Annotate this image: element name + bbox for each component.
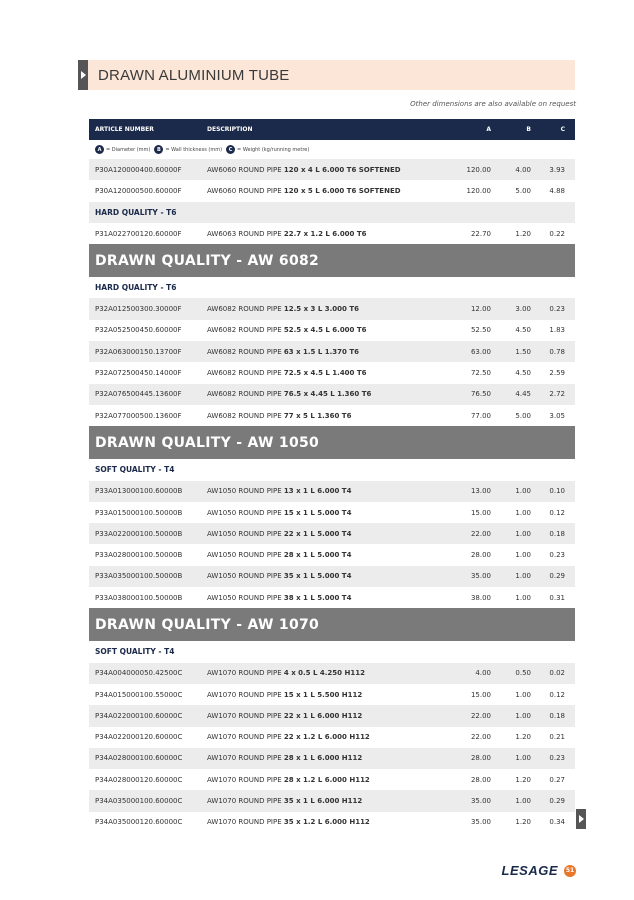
description-cell bbox=[207, 776, 447, 784]
description-dimensions: 63 x 1.5 L 1.370 T6 bbox=[283, 347, 359, 356]
wall-thickness-cell: 1.00 bbox=[515, 690, 531, 699]
description-dimensions: 120 x 4 L 6.000 T6 SOFTENED bbox=[283, 165, 401, 174]
legend-item bbox=[95, 145, 150, 154]
product-table bbox=[89, 119, 575, 833]
description-dimensions: 35 x 1.2 L 6.000 H112 bbox=[283, 818, 370, 827]
legend-key-icon: B bbox=[154, 145, 163, 154]
wall-thickness-cell: 1.00 bbox=[515, 754, 531, 763]
article-number-cell: P33A028000100.50000B bbox=[95, 551, 183, 560]
weight-cell: 3.93 bbox=[549, 165, 565, 174]
description-prefix: AW1070 ROUND PIPE bbox=[207, 733, 282, 742]
diameter-cell: 12.00 bbox=[470, 305, 491, 314]
table-row bbox=[89, 384, 575, 405]
table-row bbox=[89, 405, 575, 426]
description-cell bbox=[207, 530, 447, 538]
description-cell bbox=[207, 230, 447, 238]
description-dimensions: 52.5 x 4.5 L 6.000 T6 bbox=[283, 326, 367, 335]
article-number-cell: P34A028000120.60000C bbox=[95, 775, 183, 784]
description-dimensions: 13 x 1 L 6.000 T4 bbox=[283, 487, 352, 496]
article-number-cell: P32A012500300.30000F bbox=[95, 305, 182, 314]
article-number-cell: P34A022000100.60000C bbox=[95, 711, 183, 720]
description-prefix: AW1070 ROUND PIPE bbox=[207, 818, 282, 827]
diameter-cell: 120.00 bbox=[466, 186, 491, 195]
table-row bbox=[89, 790, 575, 811]
header-c: C bbox=[560, 126, 565, 133]
description-prefix: AW1070 ROUND PIPE bbox=[207, 754, 282, 763]
description-prefix: AW6082 ROUND PIPE bbox=[207, 347, 282, 356]
article-number-cell: P33A013000100.60000B bbox=[95, 487, 183, 496]
description-cell bbox=[207, 594, 447, 602]
description-cell bbox=[207, 733, 447, 741]
footer bbox=[502, 863, 576, 878]
wall-thickness-cell: 1.00 bbox=[515, 711, 531, 720]
description-dimensions: 28 x 1 L 6.000 H112 bbox=[283, 754, 363, 763]
legend-key-icon: C bbox=[226, 145, 235, 154]
wall-thickness-cell: 4.50 bbox=[515, 369, 531, 378]
description-prefix: AW6082 ROUND PIPE bbox=[207, 369, 282, 378]
description-dimensions: 22 x 1 L 6.000 H112 bbox=[283, 711, 363, 720]
article-number-cell: P31A022700120.60000F bbox=[95, 229, 182, 238]
weight-cell: 0.27 bbox=[549, 775, 565, 784]
weight-cell: 0.31 bbox=[549, 593, 565, 602]
article-number-cell: P34A035000120.60000C bbox=[95, 818, 183, 827]
wall-thickness-cell: 1.00 bbox=[515, 508, 531, 517]
weight-cell: 0.18 bbox=[549, 529, 565, 538]
wall-thickness-cell: 1.00 bbox=[515, 593, 531, 602]
weight-cell: 0.23 bbox=[549, 754, 565, 763]
legend-item bbox=[154, 145, 222, 154]
wall-thickness-cell: 1.20 bbox=[515, 818, 531, 827]
description-cell bbox=[207, 691, 447, 699]
weight-cell: 0.02 bbox=[549, 669, 565, 678]
next-page-arrow-icon[interactable] bbox=[576, 809, 586, 829]
diameter-cell: 22.00 bbox=[470, 733, 491, 742]
description-prefix: AW1070 ROUND PIPE bbox=[207, 669, 282, 678]
diameter-cell: 38.00 bbox=[470, 593, 491, 602]
description-cell bbox=[207, 818, 447, 826]
weight-cell: 0.78 bbox=[549, 347, 565, 356]
diameter-cell: 120.00 bbox=[466, 165, 491, 174]
table-row bbox=[89, 523, 575, 544]
legend-text: = Wall thickness (mm) bbox=[165, 146, 223, 153]
description-dimensions: 28 x 1.2 L 6.000 H112 bbox=[283, 775, 370, 784]
article-number-cell: P34A015000100.55000C bbox=[95, 690, 183, 699]
table-row bbox=[89, 684, 575, 705]
table-row bbox=[89, 362, 575, 383]
table-row bbox=[89, 705, 575, 726]
diameter-cell: 22.70 bbox=[470, 229, 491, 238]
weight-cell: 0.12 bbox=[549, 690, 565, 699]
wall-thickness-cell: 1.00 bbox=[515, 572, 531, 581]
weight-cell: 2.72 bbox=[549, 390, 565, 399]
description-dimensions: 22.7 x 1.2 L 6.000 T6 bbox=[283, 229, 367, 238]
table-row bbox=[89, 663, 575, 684]
wall-thickness-cell: 0.50 bbox=[515, 669, 531, 678]
wall-thickness-cell: 4.00 bbox=[515, 165, 531, 174]
description-cell bbox=[207, 326, 447, 334]
wall-thickness-cell: 1.20 bbox=[515, 229, 531, 238]
description-dimensions: 35 x 1 L 6.000 H112 bbox=[283, 797, 363, 806]
description-prefix: AW1070 ROUND PIPE bbox=[207, 711, 282, 720]
article-number-cell: P32A063000150.13700F bbox=[95, 347, 182, 356]
diameter-cell: 15.00 bbox=[470, 508, 491, 517]
table-row bbox=[89, 223, 575, 244]
wall-thickness-cell: 1.00 bbox=[515, 529, 531, 538]
article-number-cell: P34A022000120.60000C bbox=[95, 733, 183, 742]
article-number-cell: P34A035000100.60000C bbox=[95, 797, 183, 806]
description-prefix: AW1050 ROUND PIPE bbox=[207, 593, 282, 602]
diameter-cell: 72.50 bbox=[470, 369, 491, 378]
description-cell bbox=[207, 754, 447, 762]
description-cell bbox=[207, 551, 447, 559]
article-number-cell: P33A022000100.50000B bbox=[95, 529, 183, 538]
weight-cell: 0.23 bbox=[549, 551, 565, 560]
article-number-cell: P33A038000100.50000B bbox=[95, 593, 183, 602]
article-number-cell: P32A077000500.13600F bbox=[95, 411, 182, 420]
table-row bbox=[89, 298, 575, 319]
description-cell bbox=[207, 412, 447, 420]
subsection-heading: SOFT QUALITY - T4 bbox=[89, 459, 575, 480]
diameter-cell: 22.00 bbox=[470, 529, 491, 538]
description-dimensions: 76.5 x 4.45 L 1.360 T6 bbox=[283, 390, 372, 399]
description-dimensions: 4 x 0.5 L 4.250 H112 bbox=[283, 669, 365, 678]
description-prefix: AW1050 ROUND PIPE bbox=[207, 572, 282, 581]
table-row bbox=[89, 502, 575, 523]
description-prefix: AW1050 ROUND PIPE bbox=[207, 551, 282, 560]
description-dimensions: 35 x 1 L 5.000 T4 bbox=[283, 572, 352, 581]
weight-cell: 4.88 bbox=[549, 186, 565, 195]
description-prefix: AW6082 ROUND PIPE bbox=[207, 390, 282, 399]
diameter-cell: 35.00 bbox=[470, 797, 491, 806]
description-cell bbox=[207, 390, 447, 398]
section-band: DRAWN QUALITY - AW 6082 bbox=[89, 244, 575, 277]
diameter-cell: 76.50 bbox=[470, 390, 491, 399]
description-dimensions: 22 x 1 L 5.000 T4 bbox=[283, 529, 352, 538]
diameter-cell: 77.00 bbox=[470, 411, 491, 420]
header-article: ARTICLE NUMBER bbox=[95, 126, 154, 133]
article-number-cell: P34A004000050.42500C bbox=[95, 669, 183, 678]
legend-text: = Weight (kg/running metre) bbox=[237, 146, 310, 153]
wall-thickness-cell: 1.00 bbox=[515, 797, 531, 806]
weight-cell: 0.23 bbox=[549, 305, 565, 314]
description-cell bbox=[207, 348, 447, 356]
table-row bbox=[89, 587, 575, 608]
section-band: DRAWN QUALITY - AW 1070 bbox=[89, 608, 575, 641]
availability-note: Other dimensions are also available on request bbox=[410, 100, 576, 108]
weight-cell: 0.12 bbox=[549, 508, 565, 517]
page-number: 51 bbox=[564, 865, 576, 877]
subsection-heading: HARD QUALITY - T6 bbox=[89, 277, 575, 298]
table-row bbox=[89, 320, 575, 341]
header-description: DESCRIPTION bbox=[207, 126, 253, 133]
diameter-cell: 28.00 bbox=[470, 775, 491, 784]
page-title: DRAWN ALUMINIUM TUBE bbox=[98, 66, 290, 84]
article-number-cell: P33A015000100.50000B bbox=[95, 508, 183, 517]
wall-thickness-cell: 1.50 bbox=[515, 347, 531, 356]
description-cell bbox=[207, 187, 447, 195]
table-row bbox=[89, 341, 575, 362]
description-prefix: AW6060 ROUND PIPE bbox=[207, 165, 282, 174]
weight-cell: 0.22 bbox=[549, 229, 565, 238]
section-band: DRAWN QUALITY - AW 1050 bbox=[89, 426, 575, 459]
description-dimensions: 120 x 5 L 6.000 T6 SOFTENED bbox=[283, 186, 401, 195]
description-prefix: AW1050 ROUND PIPE bbox=[207, 508, 282, 517]
diameter-cell: 35.00 bbox=[470, 572, 491, 581]
article-number-cell: P30A120000400.60000F bbox=[95, 165, 182, 174]
wall-thickness-cell: 4.45 bbox=[515, 390, 531, 399]
wall-thickness-cell: 1.00 bbox=[515, 551, 531, 560]
table-row bbox=[89, 769, 575, 790]
description-cell bbox=[207, 166, 447, 174]
legend-item bbox=[226, 145, 309, 154]
legend-key-icon: A bbox=[95, 145, 104, 154]
table-row bbox=[89, 727, 575, 748]
description-prefix: AW6060 ROUND PIPE bbox=[207, 186, 282, 195]
legend-text: = Diameter (mm) bbox=[106, 146, 151, 153]
table-header bbox=[89, 119, 575, 140]
diameter-cell: 35.00 bbox=[470, 818, 491, 827]
weight-cell: 0.10 bbox=[549, 487, 565, 496]
article-number-cell: P34A028000100.60000C bbox=[95, 754, 183, 763]
wall-thickness-cell: 4.50 bbox=[515, 326, 531, 335]
diameter-cell: 13.00 bbox=[470, 487, 491, 496]
table-row bbox=[89, 812, 575, 833]
article-number-cell: P32A076500445.13600F bbox=[95, 390, 182, 399]
description-dimensions: 72.5 x 4.5 L 1.400 T6 bbox=[283, 369, 367, 378]
table-row bbox=[89, 180, 575, 201]
arrow-right-icon bbox=[78, 60, 88, 90]
diameter-cell: 52.50 bbox=[470, 326, 491, 335]
table-row bbox=[89, 748, 575, 769]
description-cell bbox=[207, 509, 447, 517]
description-prefix: AW6063 ROUND PIPE bbox=[207, 229, 282, 238]
subsection-heading: SOFT QUALITY - T4 bbox=[89, 641, 575, 662]
description-dimensions: 22 x 1.2 L 6.000 H112 bbox=[283, 733, 370, 742]
diameter-cell: 15.00 bbox=[470, 690, 491, 699]
table-row bbox=[89, 481, 575, 502]
wall-thickness-cell: 3.00 bbox=[515, 305, 531, 314]
diameter-cell: 28.00 bbox=[470, 754, 491, 763]
description-dimensions: 77 x 5 L 1.360 T6 bbox=[283, 411, 352, 420]
description-dimensions: 28 x 1 L 5.000 T4 bbox=[283, 551, 352, 560]
wall-thickness-cell: 5.00 bbox=[515, 186, 531, 195]
weight-cell: 0.34 bbox=[549, 818, 565, 827]
weight-cell: 2.59 bbox=[549, 369, 565, 378]
weight-cell: 0.29 bbox=[549, 572, 565, 581]
description-dimensions: 15 x 1 L 5.000 T4 bbox=[283, 508, 352, 517]
description-cell bbox=[207, 669, 447, 677]
section-title-bar bbox=[78, 60, 575, 90]
weight-cell: 0.18 bbox=[549, 711, 565, 720]
description-dimensions: 12.5 x 3 L 3.000 T6 bbox=[283, 305, 359, 314]
weight-cell: 0.29 bbox=[549, 797, 565, 806]
description-prefix: AW1070 ROUND PIPE bbox=[207, 690, 282, 699]
description-cell bbox=[207, 369, 447, 377]
description-cell bbox=[207, 797, 447, 805]
table-row bbox=[89, 159, 575, 180]
description-prefix: AW1070 ROUND PIPE bbox=[207, 797, 282, 806]
description-cell bbox=[207, 305, 447, 313]
description-prefix: AW1050 ROUND PIPE bbox=[207, 487, 282, 496]
header-a: A bbox=[486, 126, 491, 133]
diameter-cell: 22.00 bbox=[470, 711, 491, 720]
header-b: B bbox=[526, 126, 531, 133]
article-number-cell: P32A052500450.60000F bbox=[95, 326, 182, 335]
description-cell bbox=[207, 487, 447, 495]
lesage-logo: LESAGE bbox=[501, 863, 558, 878]
description-cell bbox=[207, 712, 447, 720]
wall-thickness-cell: 1.20 bbox=[515, 733, 531, 742]
weight-cell: 0.21 bbox=[549, 733, 565, 742]
description-prefix: AW1050 ROUND PIPE bbox=[207, 529, 282, 538]
diameter-cell: 4.00 bbox=[475, 669, 491, 678]
subsection-heading: HARD QUALITY - T6 bbox=[89, 202, 575, 223]
description-dimensions: 15 x 1 L 5.500 H112 bbox=[283, 690, 363, 699]
table-row bbox=[89, 566, 575, 587]
description-prefix: AW6082 ROUND PIPE bbox=[207, 326, 282, 335]
description-prefix: AW6082 ROUND PIPE bbox=[207, 305, 282, 314]
description-cell bbox=[207, 572, 447, 580]
weight-cell: 1.83 bbox=[549, 326, 565, 335]
article-number-cell: P30A120000500.60000F bbox=[95, 186, 182, 195]
diameter-cell: 63.00 bbox=[470, 347, 491, 356]
wall-thickness-cell: 1.00 bbox=[515, 487, 531, 496]
diameter-cell: 28.00 bbox=[470, 551, 491, 560]
wall-thickness-cell: 5.00 bbox=[515, 411, 531, 420]
article-number-cell: P33A035000100.50000B bbox=[95, 572, 183, 581]
description-dimensions: 38 x 1 L 5.000 T4 bbox=[283, 593, 352, 602]
description-prefix: AW1070 ROUND PIPE bbox=[207, 775, 282, 784]
description-prefix: AW6082 ROUND PIPE bbox=[207, 411, 282, 420]
table-row bbox=[89, 544, 575, 565]
wall-thickness-cell: 1.20 bbox=[515, 775, 531, 784]
article-number-cell: P32A072500450.14000F bbox=[95, 369, 182, 378]
legend bbox=[89, 140, 575, 159]
weight-cell: 3.05 bbox=[549, 411, 565, 420]
